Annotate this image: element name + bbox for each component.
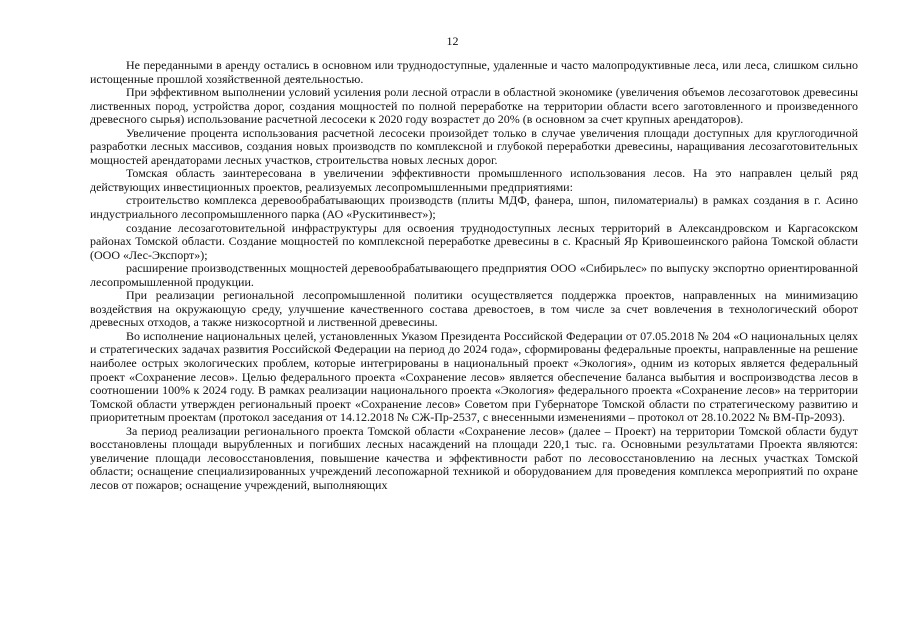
paragraph: При эффективном выполнении условий усиления роли лесной отрасли в областной экономике (увеличения объемов лесозаготовок древесины лиственных пород, устройства дорог, создания мощностей по полной переработке на территории области всего заготовленного и произведенного древесного сырья) использование расчетной лесосеки к 2020 году возрастет до 20% (в основном за счет крупных арендаторов).: [90, 85, 858, 127]
list-paragraph: строительство комплекса деревообрабатывающих производств (плиты МДФ, фанера, шпон, пиломатериалы) в рамках создания в г. Асино индустриального лесопромышленного парка (АО «Рускитинвест»);: [90, 193, 858, 222]
paragraph: Во исполнение национальных целей, установленных Указом Президента Российской Федерации от 07.05.2018 № 204 «О национальных целях и стратегических задачах развития Российской Федерации на период до 2024 года», сформированы федеральные проекты, направленные на решение наиболее острых экологических проблем, которые интегрированы в национальный проект «Экология», одним из которых является федеральный проект «Сохранение лесов». Целью федерального проекта «Сохранение лесов» является обеспечение баланса выбытия и воспроизводства лесов в соотношении 100% к 2024 году. В рамках реализации национального проекта «Экология» федерального проекта «Сохранение лесов» на территории Томской области утвержден региональный проект «Сохранение лесов» Советом при Губернаторе Томской области по стратегическому развитию и приоритетным проектам (протокол заседания от 14.12.2018 № СЖ-Пр-2537, с внесенными изменениями – протокол от 28.10.2022 № ВМ-Пр-2093).: [90, 328, 858, 425]
document-body: [90, 59, 858, 493]
paragraph: При реализации региональной лесопромышленной политики осуществляется поддержка проектов, направленных на минимизацию воздействия на окружающую среду, улучшение качественного состава древостоев, в том числе за счет вовлечения в технологический оборот древесных отходов, а также низкосортной и лиственной древесины.: [90, 288, 858, 330]
list-paragraph: расширение производственных мощностей деревообрабатывающего предприятия ООО «Сибирьлес» по выпуску экспортно ориентированной лесопромышленной продукции.: [90, 261, 858, 289]
list-paragraph: создание лесозаготовительной инфраструктуры для освоения труднодоступных лесных территорий в Александровском и Каргасокском районах Томской области. Создание мощностей по комплексной переработке древесины в с. Красный Яр Кривошеинского района Томской области (ООО «Лес-Экспорт»);: [90, 220, 858, 262]
paragraph: Томская область заинтересована в увеличении эффективности промышленного использования лесов. На это направлен целый ряд действующих инвестиционных проектов, реализуемых лесопромышленными предприятиями:: [90, 166, 858, 194]
paragraph: Не переданными в аренду остались в основном или труднодоступные, удаленные и часто малопродуктивные леса, или леса, слишком сильно истощенные прошлой хозяйственной деятельностью.: [90, 58, 858, 86]
paragraph: Увеличение процента использования расчетной лесосеки произойдет только в случае увеличения площади доступных для круглогодичной разработки лесных массивов, создания новых производств по комплексной и глубокой переработки древесины, наращивания лесозаготовительных мощностей арендаторами лесных участков, строительства новых лесных дорог.: [90, 125, 858, 167]
paragraph: За период реализации регионального проекта Томской области «Сохранение лесов» (далее – Проект) на территории Томской области будут восстановлены площади вырубленных и погибших лесных насаждений на площади 220,1 тыс. га. Основными результатами Проекта являются: увеличение площади лесовосстановления, повышение качества и эффективности работ по лесовосстановлению на лесных участках Томской области; оснащение специализированных учреждений лесопожарной техникой и оборудованием для проведения комплекса мероприятий по охране лесов от пожаров; оснащение учреждений, выполняющих: [90, 423, 858, 492]
page-number: 12: [446, 34, 459, 48]
